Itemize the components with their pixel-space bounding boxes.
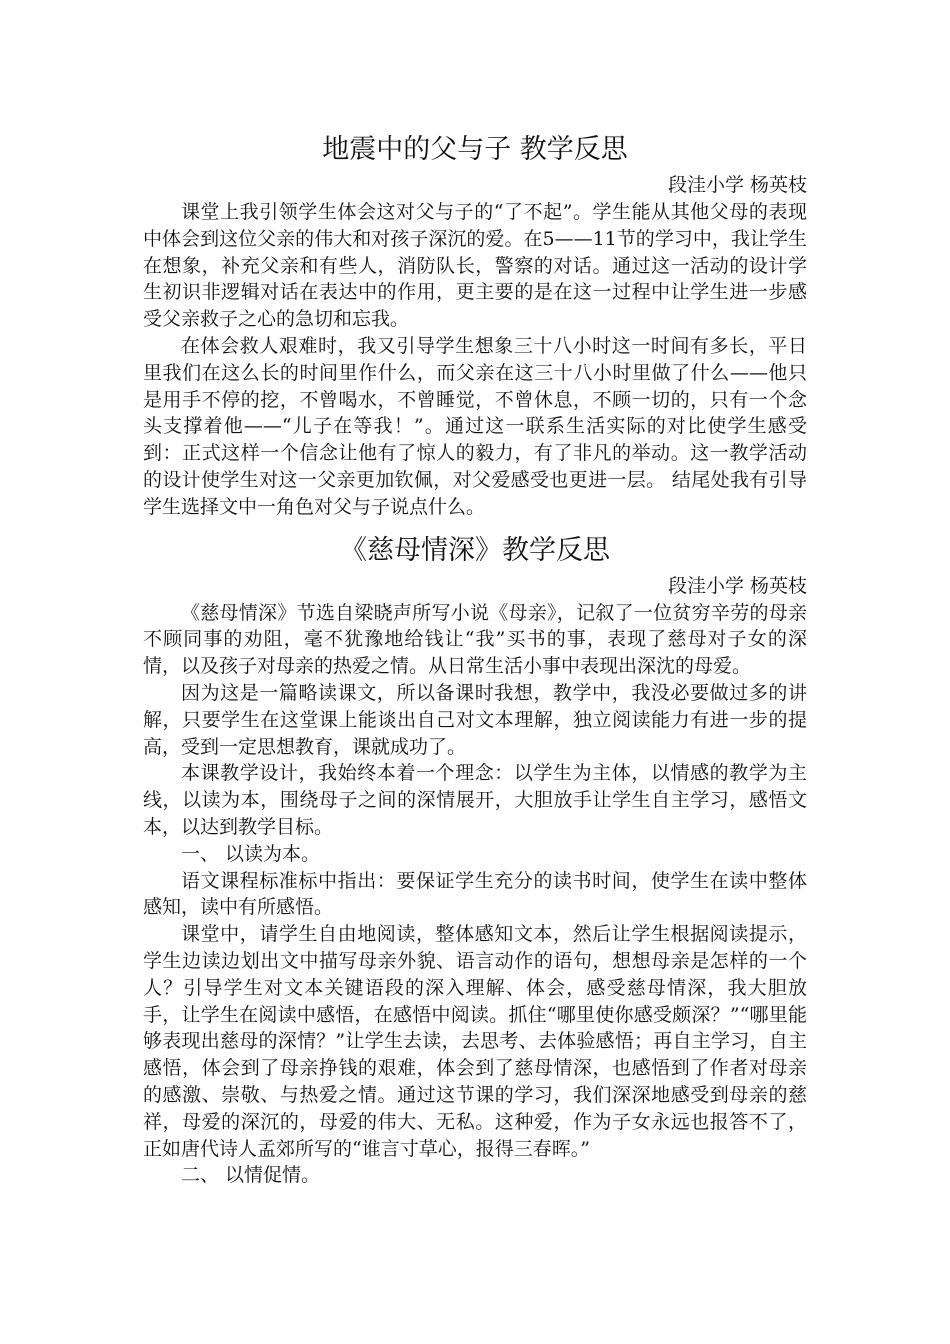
author-line: 段洼小学 杨英枝 [667,174,807,196]
paragraph: 《慈母情深》节选自梁晓声所写小说《母亲》，记叙了一位贫穷辛劳的母亲不顾同事的劝阻，毫不犹豫地给钱让“我”买书的事，表现了慈母对子女的深情，以及孩子对母亲的热爱之情。从日常生活小事中表现出深沈的母爱。 [143,601,807,678]
paragraph: 语文课程标准标中指出：要保证学生充分的读书时间，使学生在读中整体感知，读中有所感悟。 [143,869,807,919]
paragraph: 因为这是一篇略读课文，所以备课时我想，教学中，我没必要做过多的讲解，只要学生在这堂课上能谈出自己对文本理解，独立阅读能力有进一步的提高，受到一定思想教育，课就成功了。 [143,681,807,758]
paragraph: 课堂上我引领学生体会这对父与子的“了不起”。学生能从其他父母的表现中体会到这位父亲的伟大和对孩子深沉的爱。在5——11节的学习中，我让学生在想象，补充父亲和有些人，消防队长，警察的对话。通过这一活动的设计学生初识非逻辑对话在表达中的作用，更主要的是在这一过程中让学生进一步感受父亲救子之心的急切和忘我。 [143,201,807,331]
paragraph: 在体会救人艰难时，我又引导学生想象三十八小时这一时间有多长，平日里我们在这么长的时间里作什么，而父亲在这三十八小时里做了什么——他只是用手不停的挖，不曾喝水，不曾睡觉，不曾休息，不顾一切的，只有一个念头支撑着他——“儿子在等我！”。通过这一联系生活实际的对比使学生感受到：正式这样一个信念让他有了惊人的毅力，有了非凡的举动。这一教学活动的设计使学生对这一父亲更加钦佩，对父爱感受也更进一层。 结尾处我有引导学生选择文中一角色对父与子说点什么。 [143,334,807,518]
article-cimu-reflection [143,529,807,1190]
article-earthquake-reflection [143,128,807,521]
paragraph: 课堂中，请学生自由地阅读，整体感知文本，然后让学生根据阅读提示，学生边读边划出文中描写母亲外貌、语言动作的语句，想想母亲是怎样的一个人？引导学生对文本关键语段的深入理解、体会，感受慈母情深，我大胆放手，让学生在阅读中感悟，在感悟中阅读。抓住“哪里使你感受颇深？”“哪里能够表现出慈母的深情？”让学生去读，去思考、去体验感悟；再自主学习，自主感悟，体会到了母亲挣钱的艰难，体会到了慈母情深，也感悟到了作者对母亲的感激、崇敬、与热爱之情。通过这节课的学习，我们深深地感受到母亲的慈祥，母爱的深沉的，母爱的伟大、无私。这种爱，作为子女永远也报答不了，正如唐代诗人孟郊所写的“谁言寸草心，报得三春晖。” [143,923,807,1160]
paragraph: 本课教学设计，我始终本着一个理念：以学生为主体，以情感的教学为主线，以读为本，围绕母子之间的深情展开，大胆放手让学生自主学习，感悟文本，以达到教学目标。 [143,762,807,838]
article-title: 《慈母情深》教学反思 [340,534,610,566]
article-title: 地震中的父与子 教学反思 [322,134,628,165]
author-line: 段洼小学 杨英枝 [667,574,807,597]
section-heading: 二、 以情促情。 [181,1164,321,1187]
section-heading: 一、 以读为本。 [181,842,321,865]
document-page [143,128,807,1189]
